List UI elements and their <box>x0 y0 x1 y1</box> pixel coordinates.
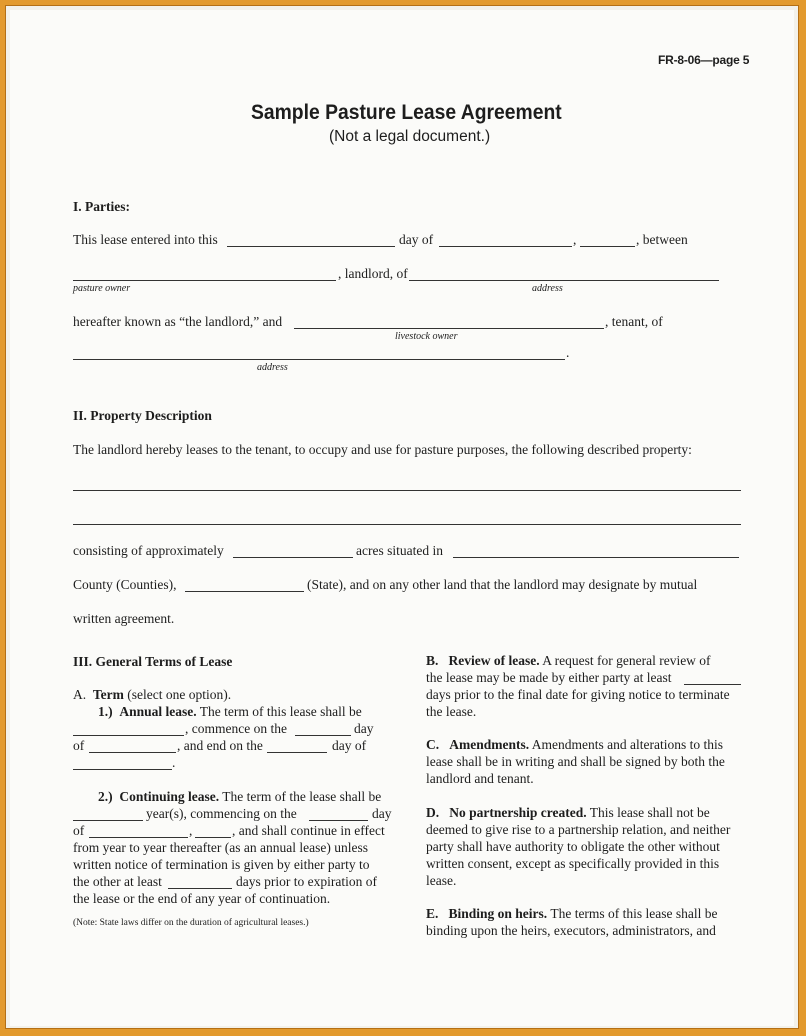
caption-address: address <box>532 283 563 294</box>
continuing-text-1: The term of the lease shall be <box>222 789 382 804</box>
annual-commence-day-blank[interactable] <box>295 735 351 736</box>
review-days-blank[interactable] <box>684 684 741 685</box>
section-general-terms-heading: III. General Terms of Lease <box>73 654 233 669</box>
tenant-address-blank[interactable] <box>73 359 565 360</box>
landlord-address-blank[interactable] <box>409 280 719 281</box>
partner-label: No partnership created. <box>449 805 587 820</box>
annual-end-day-blank[interactable] <box>267 752 327 753</box>
amend-text-2: lease shall be in writing and shall be signed by both the <box>426 754 725 769</box>
review-text-1: A request for general review of <box>542 653 711 668</box>
parties-line1-text-d: , between <box>636 232 688 247</box>
continuing-notice-days-blank[interactable] <box>168 888 232 889</box>
document-title: Sample Pasture Lease Agreement <box>251 101 562 124</box>
continuing-text-6b: days prior to expiration of <box>236 874 377 889</box>
continuing-number: 2.) <box>98 789 113 804</box>
livestock-owner-blank[interactable] <box>294 328 604 329</box>
state-blank[interactable] <box>185 591 304 592</box>
property-intro: The landlord hereby leases to the tenant, to occupy and use for pasture purposes, the following described property: <box>73 442 692 457</box>
location-blank[interactable] <box>453 557 739 558</box>
written-agreement-text: written agreement. <box>73 611 175 626</box>
term-line <box>73 687 231 703</box>
review-label: Review of lease. <box>448 653 540 668</box>
amend-line-1 <box>426 737 723 753</box>
annual-text-2a: , commence on the <box>185 721 287 736</box>
partner-line-1 <box>426 805 710 821</box>
parties-line1-text-c: , <box>573 232 577 247</box>
term-letter: A. <box>73 687 87 702</box>
continuing-commence-day-blank[interactable] <box>309 820 368 821</box>
continuing-text-5: written notice of termination is given by either party to <box>73 857 370 872</box>
lease-year-blank[interactable] <box>580 246 635 247</box>
county-text-b: (State), and on any other land that the landlord may designate by mutual <box>307 577 698 592</box>
property-description-line-2[interactable] <box>73 524 741 525</box>
review-letter: B. <box>426 653 439 668</box>
continuing-text-3a: of <box>73 823 85 838</box>
caption-livestock-owner: livestock owner <box>395 331 458 342</box>
parties-line1-text-a: This lease entered into this <box>73 232 218 247</box>
continuing-text-4: from year to year thereafter (as an annual lease) unless <box>73 840 368 855</box>
consisting-text-a: consisting of approximately <box>73 543 224 558</box>
document-page <box>10 10 794 1026</box>
continuing-commence-month-blank[interactable] <box>89 837 188 838</box>
amend-text-3: landlord and tenant. <box>426 771 534 786</box>
amend-text-1: Amendments and alterations to this <box>531 737 723 752</box>
annual-text-3c: day of <box>332 738 367 753</box>
heirs-text-1: The terms of this lease shall be <box>550 906 718 921</box>
parties-line3-text-a: hereafter known as “the landlord,” and <box>73 314 283 329</box>
continuing-text-2b: day <box>372 806 392 821</box>
annual-number: 1.) <box>98 704 113 719</box>
continuing-text-3c: , and shall continue in effect <box>232 823 385 838</box>
annual-commence-month-blank[interactable] <box>89 752 176 753</box>
review-text-4: the lease. <box>426 704 477 719</box>
form-id: FR-8-06—page 5 <box>658 53 750 67</box>
annual-text-2b: day <box>354 721 374 736</box>
county-text-a: County (Counties), <box>73 577 177 592</box>
continuing-commence-year-blank[interactable] <box>195 837 231 838</box>
section-property-heading: II. Property Description <box>73 408 212 423</box>
heirs-line-1 <box>426 906 718 922</box>
review-text-3: days prior to the final date for giving notice to terminate <box>426 687 730 702</box>
annual-text-3a: of <box>73 738 85 753</box>
partner-text-5: lease. <box>426 873 457 888</box>
partner-text-1: This lease shall not be <box>589 805 710 820</box>
pasture-owner-blank[interactable] <box>73 280 336 281</box>
annual-text-3b: , and end on the <box>177 738 263 753</box>
partner-text-4: written consent, except as specifically provided in this <box>426 856 720 871</box>
partner-text-3: party shall have authority to obligate the other without <box>426 839 720 854</box>
lease-day-blank[interactable] <box>227 246 395 247</box>
parties-line3-text-b: , tenant, of <box>605 314 663 329</box>
partner-text-2: deemed to give rise to a partnership relation, and neither <box>426 822 731 837</box>
review-text-2: the lease may be made by either party at least <box>426 670 672 685</box>
annual-end-month-blank[interactable] <box>73 769 172 770</box>
annual-term-blank[interactable] <box>73 735 184 736</box>
lease-month-blank[interactable] <box>439 246 572 247</box>
term-label: Term <box>92 687 124 702</box>
continuing-years-blank[interactable] <box>73 820 143 821</box>
continuing-label: Continuing lease. <box>119 789 220 804</box>
section-parties-heading: I. Parties: <box>73 199 130 214</box>
parties-line4-end: . <box>566 345 570 360</box>
continuing-text-3b: , <box>189 823 193 838</box>
continuing-line-1 <box>98 789 381 805</box>
acres-blank[interactable] <box>233 557 353 558</box>
heirs-label: Binding on heirs. <box>448 906 548 921</box>
term-rest: (select one option). <box>127 687 232 702</box>
caption-address-tenant: address <box>257 362 288 373</box>
continuing-text-7: the lease or the end of any year of continuation. <box>73 891 331 906</box>
continuing-text-2a: year(s), commencing on the <box>146 806 297 821</box>
amend-letter: C. <box>426 737 440 752</box>
annual-text-1: The term of this lease shall be <box>199 704 362 719</box>
heirs-letter: E. <box>426 906 439 921</box>
annual-label: Annual lease. <box>119 704 197 719</box>
parties-line2-text: , landlord, of <box>338 266 408 281</box>
consisting-text-b: acres situated in <box>356 543 443 558</box>
continuing-text-6a: the other at least <box>73 874 162 889</box>
partner-letter: D. <box>426 805 440 820</box>
annual-line-1 <box>98 704 362 720</box>
review-line-1 <box>426 653 711 669</box>
state-law-note: (Note: State laws differ on the duration of agricultural leases.) <box>73 918 309 928</box>
document-subtitle: (Not a legal document.) <box>329 128 491 145</box>
caption-pasture-owner: pasture owner <box>73 283 131 294</box>
amend-label: Amendments. <box>449 737 530 752</box>
heirs-text-2: binding upon the heirs, executors, administrators, and <box>426 923 716 938</box>
annual-text-4-end: . <box>172 755 176 770</box>
parties-line1-text-b: day of <box>399 232 434 247</box>
property-description-line-1[interactable] <box>73 490 741 491</box>
